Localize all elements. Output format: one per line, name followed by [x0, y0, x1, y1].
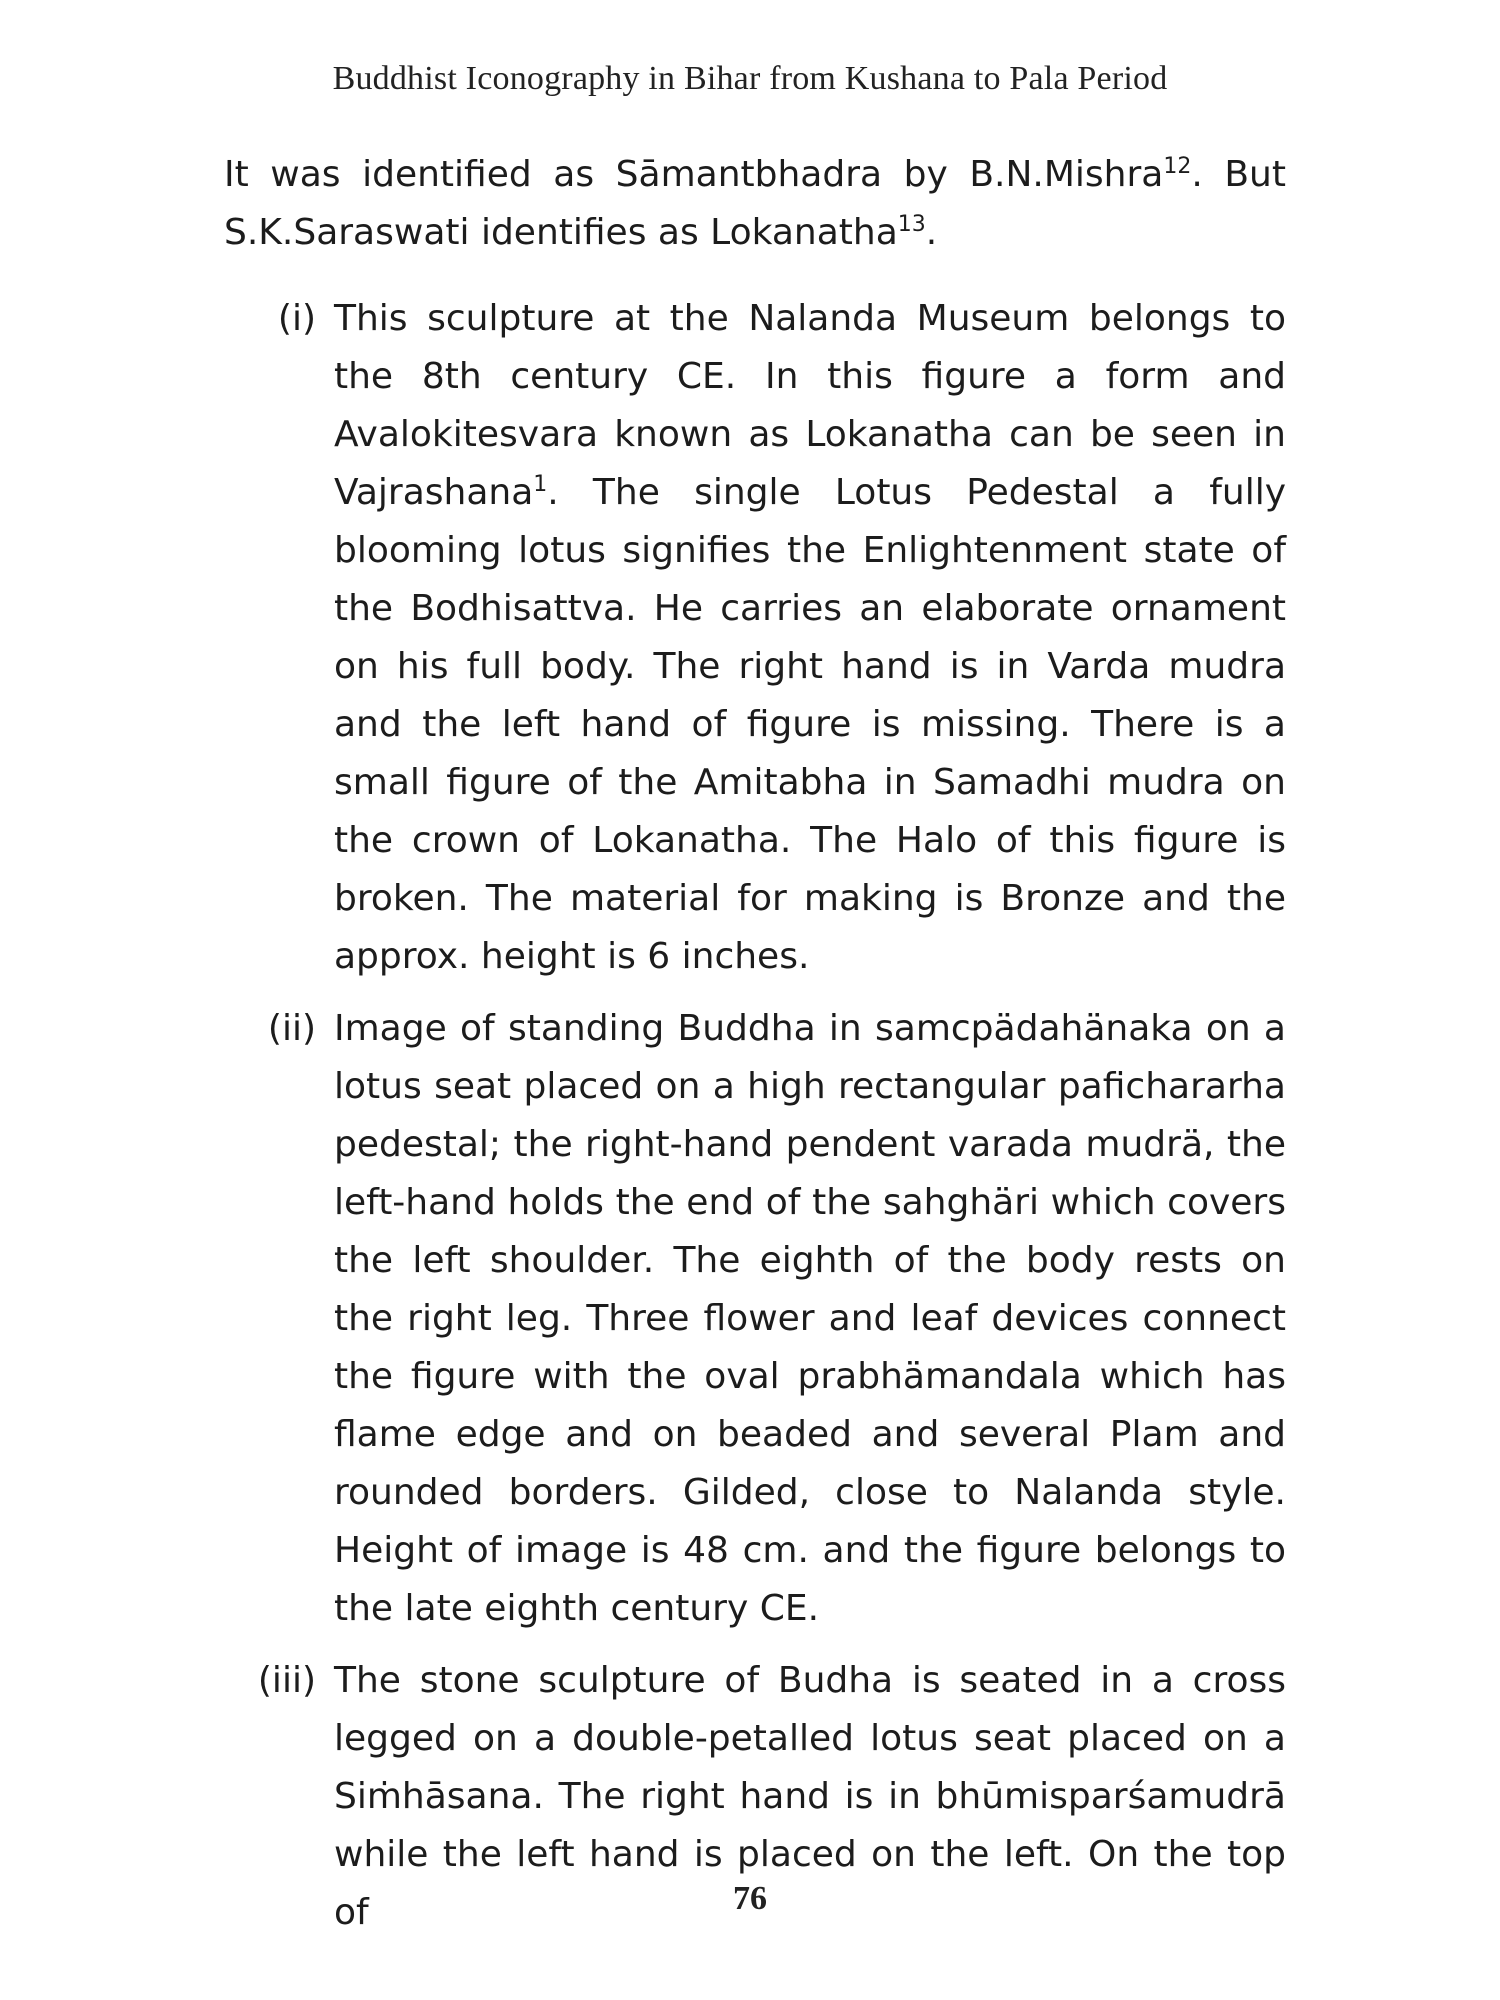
list-item — [224, 290, 1286, 986]
intro-text-a: It was identified as Sāmantbhadra by B.N.Mishra — [224, 154, 1164, 195]
list-item — [224, 1000, 1286, 1638]
intro-paragraph — [224, 146, 1286, 262]
intro-text-c: . — [925, 212, 938, 253]
footnote-ref-1: 1 — [533, 472, 548, 497]
item-text — [334, 290, 1286, 986]
running-header: Buddhist Iconography in Bihar from Kushana to Pala Period — [332, 60, 1168, 97]
item-text: Image of standing Buddha in samcpädahänaka on a lotus seat placed on a high rectangular pafichararha pedestal; the right-hand pendent varada mudrä, the left-hand holds the end of the sahghäri which covers the left shoulder. The eighth of the body rests on the right leg. Three flower and leaf devices connect the figure with the oval prabhämandala which has flame edge and on beaded and several Plam and rounded borders. Gilded, close to Nalanda style. Height of image is 48 cm. and the figure belongs to the late eighth century CE. — [334, 1008, 1286, 1629]
item-text-a: This sculpture at the Nalanda Museum belongs to the 8th century CE. In this figure a form and Avalokitesvara known as Lokanatha can be seen in Vajrashana — [334, 298, 1286, 513]
sculpture-list — [224, 290, 1286, 1956]
item-number: (ii) — [267, 1008, 316, 1049]
item-text: The stone sculpture of Budha is seated in a cross legged on a double-petalled lotus seat placed on a Siṁhāsana. The right hand is in bhūmisparśamudrā while the left hand is placed on the left. On the top of — [334, 1660, 1286, 1933]
item-number: (i) — [277, 298, 316, 339]
footnote-ref-13: 13 — [897, 212, 926, 237]
item-number: (iii) — [257, 1660, 316, 1701]
item-text-b: . The single Lotus Pedestal a fully blooming lotus signifies the Enlightenment state of the Bodhisattva. He carries an elaborate ornament on his full body. The right hand is in Varda mudra and the left hand of figure is missing. There is a small figure of the Amitabha in Samadhi mudra on the crown of Lokanatha. The Halo of this figure is broken. The material for making is Bronze and the approx. height is 6 inches. — [334, 472, 1286, 977]
footnote-ref-12: 12 — [1163, 154, 1192, 179]
intro-text-b: . But S.K.Saraswati identifies as Lokanatha — [224, 154, 1286, 253]
page-number: 76 — [733, 1880, 767, 1917]
